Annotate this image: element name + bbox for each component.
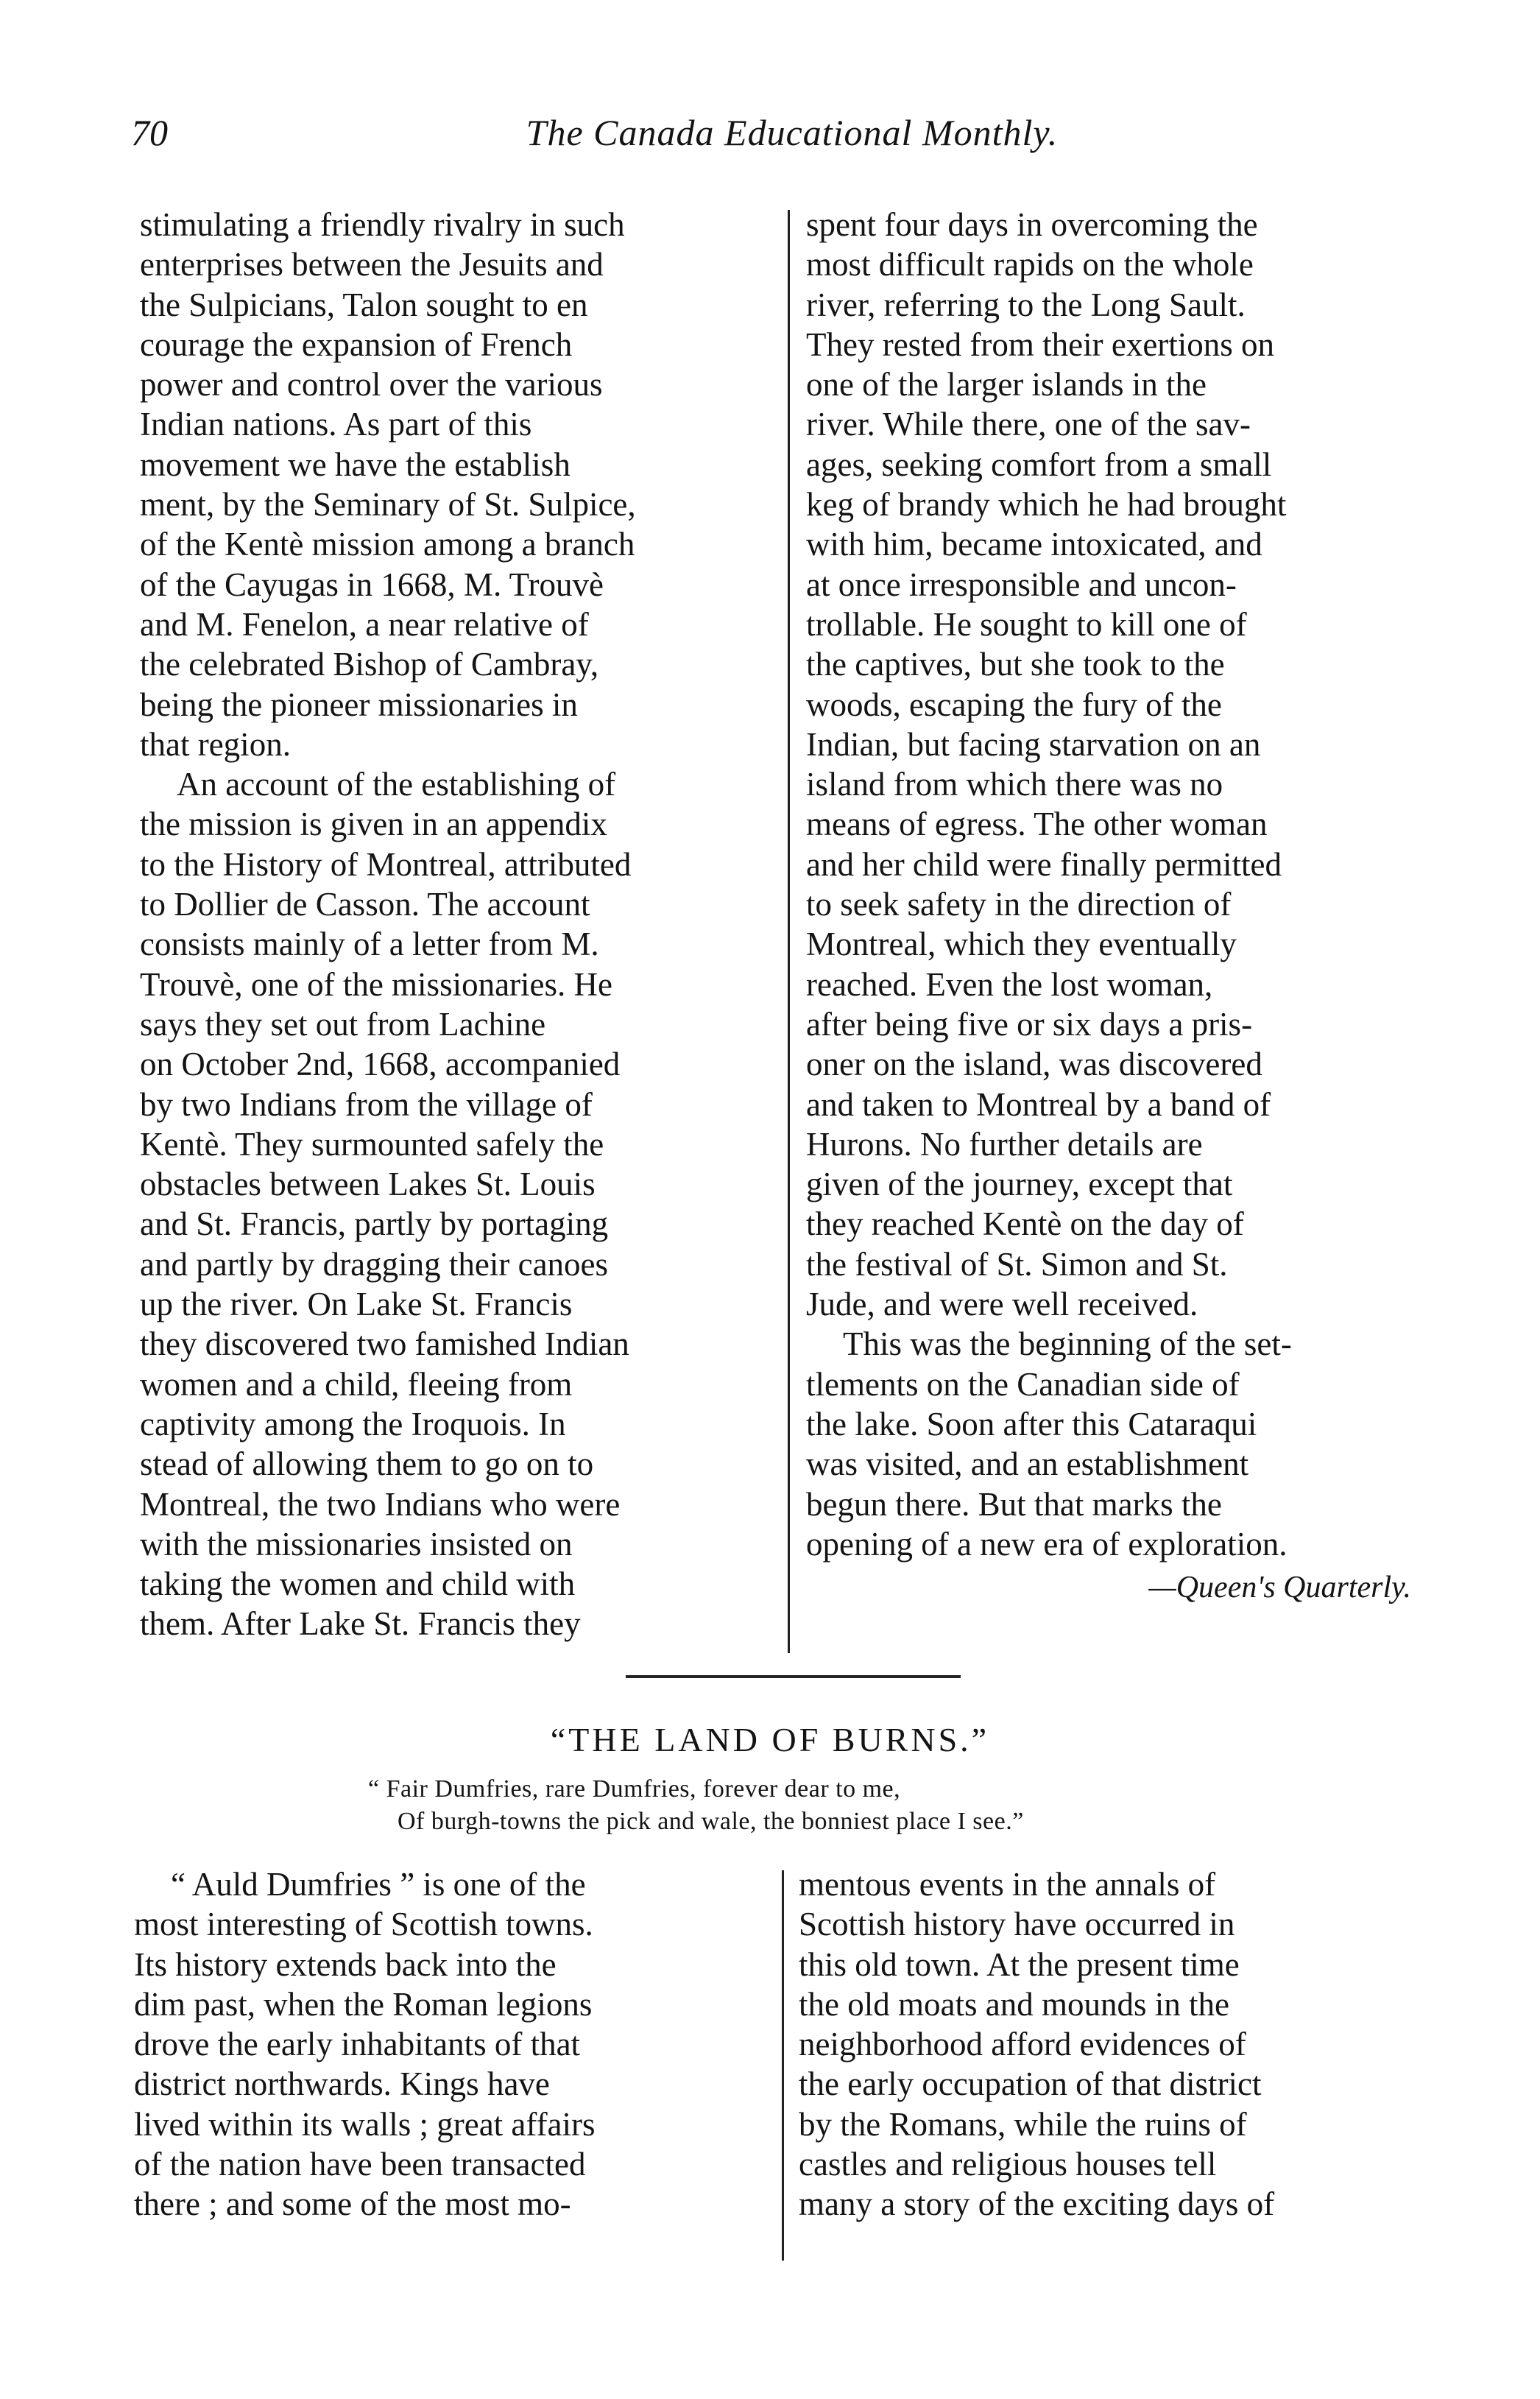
text-line: stead of allowing them to go on to (140, 1445, 594, 1483)
text-line: they discovered two famished Indian (140, 1325, 629, 1363)
text-line: and her child were finally permitted (806, 845, 1282, 883)
text-line: that region. (140, 725, 291, 763)
text-line: mentous events in the annals of (799, 1866, 1216, 1903)
text-line: Its history extends back into the (134, 1945, 557, 1983)
text-line: and M. Fenelon, a near relative of (140, 605, 589, 643)
text-line: the early occupation of that district (799, 2065, 1262, 2103)
text-line: spent four days in overcoming the (806, 206, 1258, 243)
text-line: lived within its walls ; great affairs (134, 2105, 596, 2143)
text-line: drove the early inhabitants of that (134, 2026, 581, 2063)
text-line: the captives, but she took to the (806, 646, 1225, 683)
text-line: trollable. He sought to kill one of (806, 605, 1247, 643)
running-head: The Canada Educational Monthly. (526, 112, 1059, 153)
text-line: Indian nations. As part of this (140, 406, 532, 443)
text-line: begun there. But that marks the (806, 1485, 1222, 1523)
text-line: of the Kentè mission among a branch (140, 526, 635, 563)
text-line: obstacles between Lakes St. Louis (140, 1166, 596, 1203)
text-line: on October 2nd, 1668, accompanied (140, 1046, 621, 1083)
text-line: This was the beginning of the set- (843, 1325, 1292, 1363)
column-divider (782, 1870, 784, 2261)
article1-right-column (806, 205, 1439, 1564)
text-line: castles and religious houses tell (799, 2146, 1217, 2183)
text-line: reached. Even the lost woman, (806, 965, 1213, 1003)
text-line: to the History of Montreal, attributed (140, 845, 632, 883)
text-line: river. While there, one of the sav- (806, 406, 1251, 443)
text-line: the old moats and mounds in the (799, 1985, 1229, 2023)
text-line: keg of brandy which he had brought (806, 486, 1287, 524)
text-line: ages, seeking comfort from a small (806, 445, 1272, 483)
text-line: Jude, and were well received. (806, 1286, 1198, 1323)
page-number: 70 (131, 112, 168, 153)
text-line: by the Romans, while the ruins of (799, 2105, 1247, 2143)
text-line: most difficult rapids on the whole (806, 246, 1254, 283)
text-line: Kentè. They surmounted safely the (140, 1125, 604, 1163)
text-line: power and control over the various (140, 366, 603, 404)
epigraph-line-2: Of burgh-towns the pick and wale, the bonniest place I see.” (398, 1808, 1024, 1835)
text-line: An account of the establishing of (177, 766, 616, 803)
text-line: this old town. At the present time (799, 1945, 1240, 1983)
article1-left-column (140, 205, 782, 1644)
text-line: Trouvè, one of the missionaries. He (140, 965, 612, 1003)
text-line: one of the larger islands in the (806, 366, 1207, 404)
text-line: dim past, when the Roman legions (134, 1985, 593, 2023)
text-line: being the pioneer missionaries in (140, 686, 578, 723)
text-line: after being five or six days a pris- (806, 1005, 1253, 1043)
text-line: woods, escaping the fury of the (806, 686, 1222, 723)
text-line: there ; and some of the most mo- (134, 2185, 571, 2223)
article2-title: “THE LAND OF BURNS.” (550, 1721, 990, 1758)
text-line: by two Indians from the village of (140, 1085, 593, 1123)
text-line: to Dollier de Casson. The account (140, 886, 590, 923)
text-line: the lake. Soon after this Cataraqui (806, 1405, 1257, 1442)
text-line: with the missionaries insisted on (140, 1525, 573, 1563)
text-line: They rested from their exertions on (806, 325, 1275, 363)
text-line: given of the journey, except that (806, 1166, 1233, 1203)
section-separator-rule (626, 1675, 961, 1678)
text-line: river, referring to the Long Sault. (806, 286, 1246, 323)
article2-right-column (799, 1864, 1438, 2224)
text-line: of the nation have been transacted (134, 2146, 586, 2183)
text-line: they reached Kentè on the day of (806, 1205, 1244, 1243)
column-divider (788, 210, 790, 1653)
text-line: Indian, but facing starvation on an (806, 725, 1261, 763)
text-line: stimulating a friendly rivalry in such (140, 206, 625, 243)
text-line: most interesting of Scottish towns. (134, 1906, 593, 1943)
text-line: the mission is given in an appendix (140, 806, 607, 843)
text-line: Hurons. No further details are (806, 1125, 1203, 1163)
text-line: with him, became intoxicated, and (806, 526, 1262, 563)
text-line: neighborhood afford evidences of (799, 2026, 1246, 2063)
text-line: district northwards. Kings have (134, 2065, 550, 2103)
attribution: —Queen's Quarterly. (1148, 1571, 1411, 1604)
text-line: captivity among the Iroquois. In (140, 1405, 566, 1442)
text-line: at once irresponsible and uncon- (806, 566, 1237, 603)
text-line: the Sulpicians, Talon sought to en (140, 286, 588, 323)
text-line: says they set out from Lachine (140, 1005, 546, 1043)
text-line: ment, by the Seminary of St. Sulpice, (140, 486, 636, 524)
text-line: courage the expansion of French (140, 325, 573, 363)
text-line: island from which there was no (806, 766, 1223, 803)
article2-left-column (134, 1864, 776, 2224)
text-line: movement we have the establish (140, 445, 571, 483)
text-line: them. After Lake St. Francis they (140, 1605, 581, 1643)
epigraph-line-1: “ Fair Dumfries, rare Dumfries, forever dear to me, (368, 1775, 901, 1803)
text-line: opening of a new era of exploration. (806, 1525, 1288, 1563)
text-line: enterprises between the Jesuits and (140, 246, 604, 283)
text-line: of the Cayugas in 1668, M. Trouvè (140, 566, 604, 603)
text-line: Montreal, the two Indians who were (140, 1485, 621, 1523)
text-line: the festival of St. Simon and St. (806, 1245, 1228, 1283)
text-line: oner on the island, was discovered (806, 1046, 1262, 1083)
text-line: and taken to Montreal by a band of (806, 1085, 1271, 1123)
text-line: the celebrated Bishop of Cambray, (140, 646, 599, 683)
text-line: up the river. On Lake St. Francis (140, 1286, 573, 1323)
text-line: means of egress. The other woman (806, 806, 1268, 843)
text-line: to seek safety in the direction of (806, 886, 1232, 923)
text-line: women and a child, fleeing from (140, 1365, 573, 1403)
text-line: and partly by dragging their canoes (140, 1245, 609, 1283)
text-line: and St. Francis, partly by portaging (140, 1205, 609, 1243)
text-line: Montreal, which they eventually (806, 926, 1237, 963)
text-line: Scottish history have occurred in (799, 1906, 1235, 1943)
text-line: was visited, and an establishment (806, 1445, 1249, 1483)
text-line: “ Auld Dumfries ” is one of the (171, 1866, 586, 1903)
text-line: consists mainly of a letter from M. (140, 926, 599, 963)
text-line: many a story of the exciting days of (799, 2185, 1275, 2223)
text-line: taking the women and child with (140, 1565, 576, 1603)
text-line: tlements on the Canadian side of (806, 1365, 1240, 1403)
